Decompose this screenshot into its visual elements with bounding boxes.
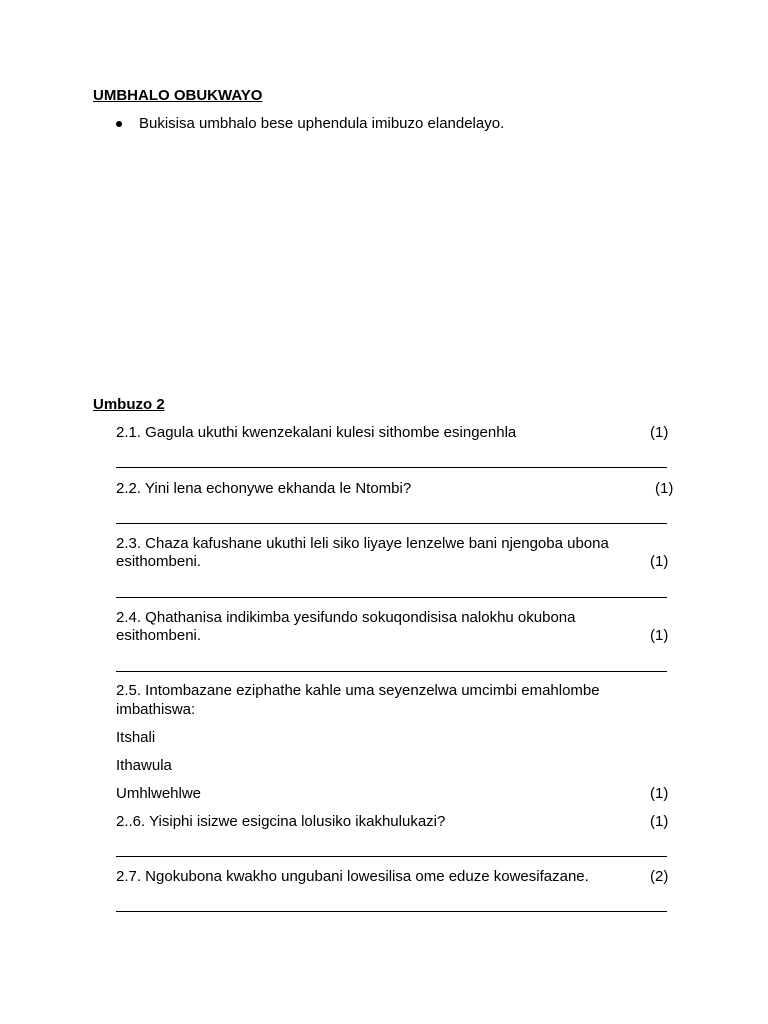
section-heading: UMBHALO OBUKWAYO <box>93 87 263 104</box>
question-2-7: 2.7. Ngokubona kwakho ungubani lowesilisa ome eduze kowesifazane. <box>116 868 589 885</box>
answer-line-2-7 <box>116 911 667 912</box>
instruction-text: Bukisisa umbhalo bese uphendula imibuzo elandelayo. <box>139 115 505 132</box>
mark-2-3: (1) <box>650 553 669 570</box>
question-2-3-line1: 2.3. Chaza kafushane ukuthi leli siko liyaye lenzelwe bani njengoba ubona <box>116 535 609 552</box>
option-umhlwehlwe: Umhlwehlwe <box>116 785 202 802</box>
option-itshali: Itshali <box>116 729 156 746</box>
question-2-3-line2: esithombeni. <box>116 553 202 570</box>
answer-line-2-3 <box>116 597 667 598</box>
mark-2-2: (1) <box>655 480 674 497</box>
mark-2-6: (1) <box>650 813 669 830</box>
mark-2-7: (2) <box>650 868 669 885</box>
answer-line-2-4 <box>116 671 667 672</box>
question-2-5-line1: 2.5. Intombazane eziphathe kahle uma seyenzelwa umcimbi emahlombe <box>116 682 600 699</box>
question-2-1: 2.1. Gagula ukuthi kwenzekalani kulesi sithombe esingenhla <box>116 424 517 441</box>
question-2-4-line2: esithombeni. <box>116 627 202 644</box>
answer-line-2-1 <box>116 467 667 468</box>
option-ithawula: Ithawula <box>116 757 172 774</box>
mark-2-4: (1) <box>650 627 669 644</box>
question-2-2: 2.2. Yini lena echonywe ekhanda le Ntombi? <box>116 480 412 497</box>
answer-line-2-2 <box>116 523 667 524</box>
bullet-icon <box>116 121 122 127</box>
question-2-4-line1: 2.4. Qhathanisa indikimba yesifundo sokuqondisisa nalokhu okubona <box>116 609 576 626</box>
answer-line-2-6 <box>116 856 667 857</box>
mark-2-5: (1) <box>650 785 669 802</box>
question-2-6: 2..6. Yisiphi isizwe esigcina lolusiko ikakhulukazi? <box>116 813 446 830</box>
question-heading: Umbuzo 2 <box>93 396 165 413</box>
question-2-5-line2: imbathiswa: <box>116 701 196 718</box>
mark-2-1: (1) <box>650 424 669 441</box>
